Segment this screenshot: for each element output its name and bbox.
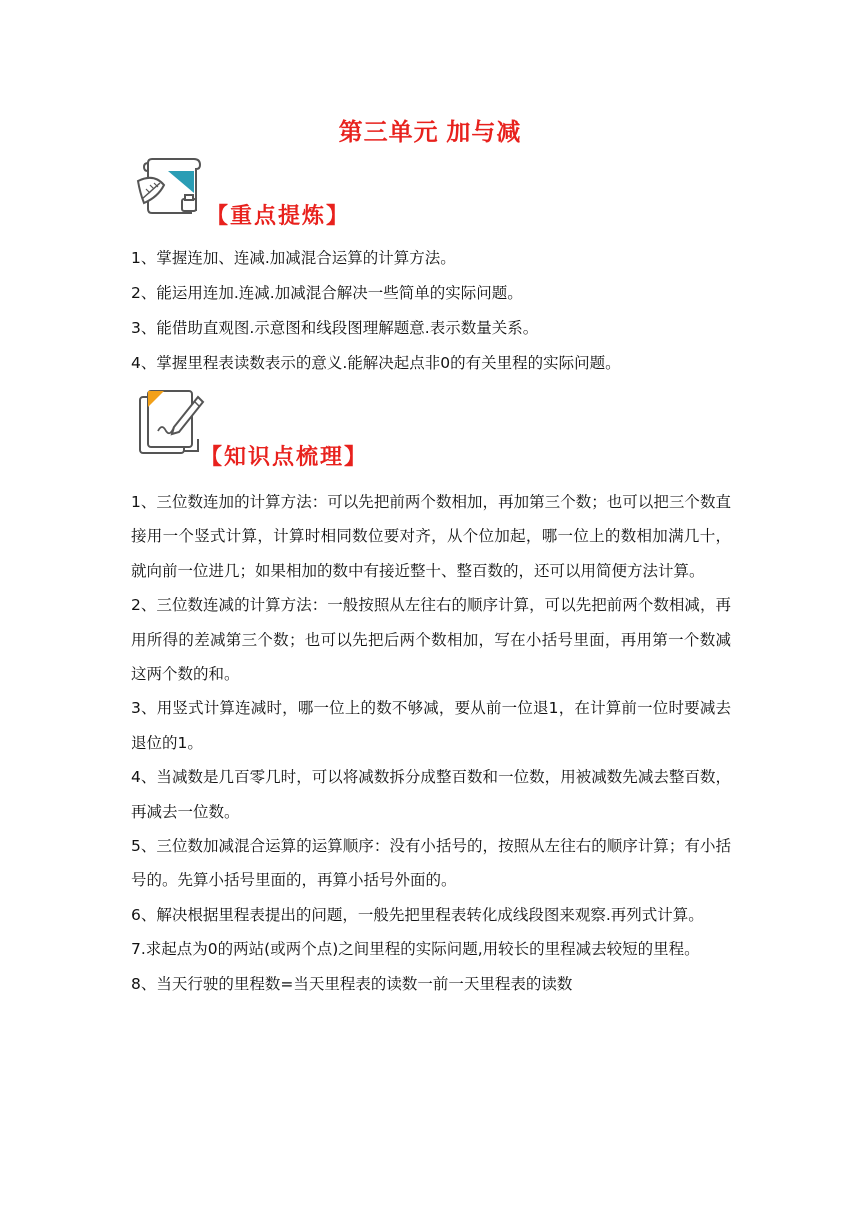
paragraph: 1、三位数连加的计算方法：可以先把前两个数相加，再加第三个数；也可以把三个数直接用一个竖式计算，计算时相同数位要对齐，从个位加起，哪一位上的数相加满几十，就向前一位进几；如果相加的数中有接近整十、整百数的，还可以用简便方法计算。 <box>131 493 731 580</box>
paragraph: 5、三位数加减混合运算的运算顺序：没有小括号的，按照从左往右的顺序计算；有小括号的。先算小括号里面的，再算小括号外面的。 <box>131 837 731 890</box>
paragraph: 8、当天行驶的里程数=当天里程表的读数一前一天里程表的读数 <box>131 974 573 993</box>
list-item: 1、掌握连加、连减.加减混合运算的计算方法。 <box>131 249 456 267</box>
knowledge-paragraphs <box>131 485 731 1001</box>
paragraph: 2、三位数连减的计算方法：一般按照从左往右的顺序计算，可以先把前两个数相减，再用所得的差减第三个数；也可以先把后两个数相加，写在小括号里面，再用第一个数减这两个数的和。 <box>131 596 731 684</box>
scroll-quill-icon <box>134 153 206 219</box>
paragraph: 7.求起点为0的两站(或两个点)之间里程的实际问题,用较长的里程减去较短的里程。 <box>131 940 700 959</box>
page-title: 第三单元 加与减 <box>338 119 522 146</box>
section-header-key-points: 【重点提炼】 <box>206 203 351 229</box>
paragraph: 6、解决根据里程表提出的问题，一般先把里程表转化成线段图来观察.再列式计算。 <box>131 905 704 924</box>
paragraph: 3、用竖式计算连减时，哪一位上的数不够减，要从前一位退1，在计算前一位时要减去退位的1。 <box>131 699 731 752</box>
list-item: 3、能借助直观图.示意图和线段图理解题意.表示数量关系。 <box>131 319 539 337</box>
list-item: 2、能运用连加.连减.加减混合解决一些简单的实际问题。 <box>131 284 523 302</box>
section-header-knowledge-points: 【知识点梳理】 <box>200 444 369 470</box>
notepad-pencil-icon <box>136 389 206 461</box>
paragraph: 4、当减数是几百零几时，可以将减数拆分成整百数和一位数，用被减数先减去整百数，再减去一位数。 <box>131 768 731 821</box>
list-item: 4、掌握里程表读数表示的意义.能解决起点非0的有关里程的实际问题。 <box>131 354 621 372</box>
key-points-list <box>131 241 731 381</box>
